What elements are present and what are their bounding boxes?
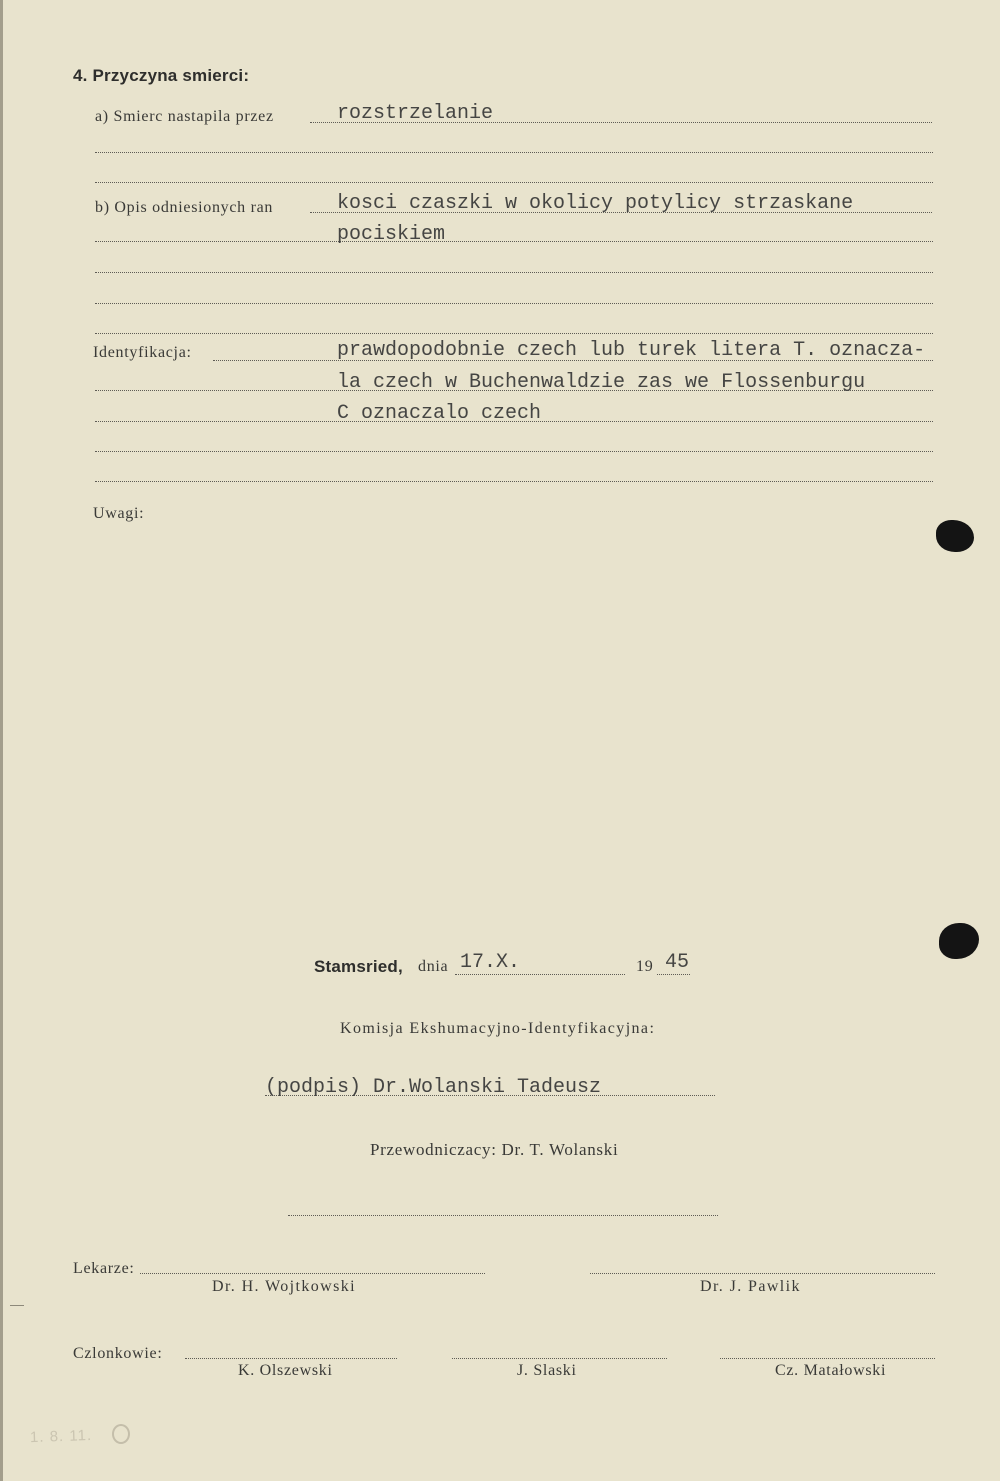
punch-hole bbox=[936, 520, 974, 552]
cause-value: rozstrzelanie bbox=[337, 102, 494, 125]
member-signature-line bbox=[720, 1358, 935, 1359]
wounds-label: b) Opis odniesionych ran bbox=[95, 199, 274, 216]
blank-line bbox=[95, 182, 933, 183]
members-label: Czlonkowie: bbox=[73, 1345, 163, 1362]
blank-line bbox=[95, 303, 933, 304]
margin-mark bbox=[10, 1305, 24, 1306]
year-suffix: 45 bbox=[665, 951, 690, 974]
section-title: 4. Przyczyna smierci: bbox=[73, 66, 250, 85]
page-edge bbox=[0, 0, 3, 1481]
wounds-line bbox=[95, 241, 933, 242]
doctor-name: Dr. J. Pawlik bbox=[700, 1278, 801, 1295]
member-name: J. Slaski bbox=[517, 1362, 577, 1379]
member-signature-line bbox=[452, 1358, 667, 1359]
blank-line bbox=[95, 451, 933, 452]
pencil-note: 1. 8. 11. bbox=[29, 1426, 93, 1447]
cause-label: a) Smierc nastapila przez bbox=[95, 108, 274, 125]
doctors-label: Lekarze: bbox=[73, 1260, 135, 1277]
chairman: Przewodniczacy: Dr. T. Wolanski bbox=[370, 1140, 619, 1159]
member-name: Cz. Matałowski bbox=[775, 1362, 887, 1379]
identification-value-line-1: prawdopodobnie czech lub turek litera T. oznacza- bbox=[337, 339, 926, 362]
member-name: K. Olszewski bbox=[238, 1362, 333, 1379]
doctor-signature-line bbox=[590, 1273, 935, 1274]
blank-line bbox=[95, 272, 933, 273]
date-line bbox=[455, 974, 625, 975]
signature: (podpis) Dr.Wolanski Tadeusz bbox=[265, 1076, 602, 1099]
punch-hole bbox=[939, 923, 979, 959]
year-prefix: 19 bbox=[636, 958, 654, 975]
year-line bbox=[657, 974, 690, 975]
date-label: dnia bbox=[418, 958, 449, 975]
member-signature-line bbox=[185, 1358, 397, 1359]
remarks-label: Uwagi: bbox=[93, 505, 145, 522]
blank-line bbox=[95, 152, 933, 153]
chairman-signature-line bbox=[288, 1215, 718, 1216]
identification-label: Identyfikacja: bbox=[93, 344, 192, 361]
identification-value-line-2: la czech w Buchenwaldzie zas we Flossenburgu bbox=[337, 371, 866, 394]
pencil-smudge bbox=[112, 1424, 130, 1444]
date-value: 17.X. bbox=[460, 951, 521, 974]
identification-value-line-3: C oznaczalo czech bbox=[337, 402, 542, 425]
blank-line bbox=[95, 481, 933, 482]
doctor-signature-line bbox=[140, 1273, 485, 1274]
blank-line bbox=[95, 333, 933, 334]
wounds-value-line-2: pociskiem bbox=[337, 223, 446, 246]
wounds-value-line-1: kosci czaszki w okolicy potylicy strzaskane bbox=[337, 192, 854, 215]
doctor-name: Dr. H. Wojtkowski bbox=[212, 1278, 357, 1295]
commission-label: Komisja Ekshumacyjno-Identyfikacyjna: bbox=[340, 1020, 656, 1037]
place: Stamsried, bbox=[314, 957, 403, 976]
